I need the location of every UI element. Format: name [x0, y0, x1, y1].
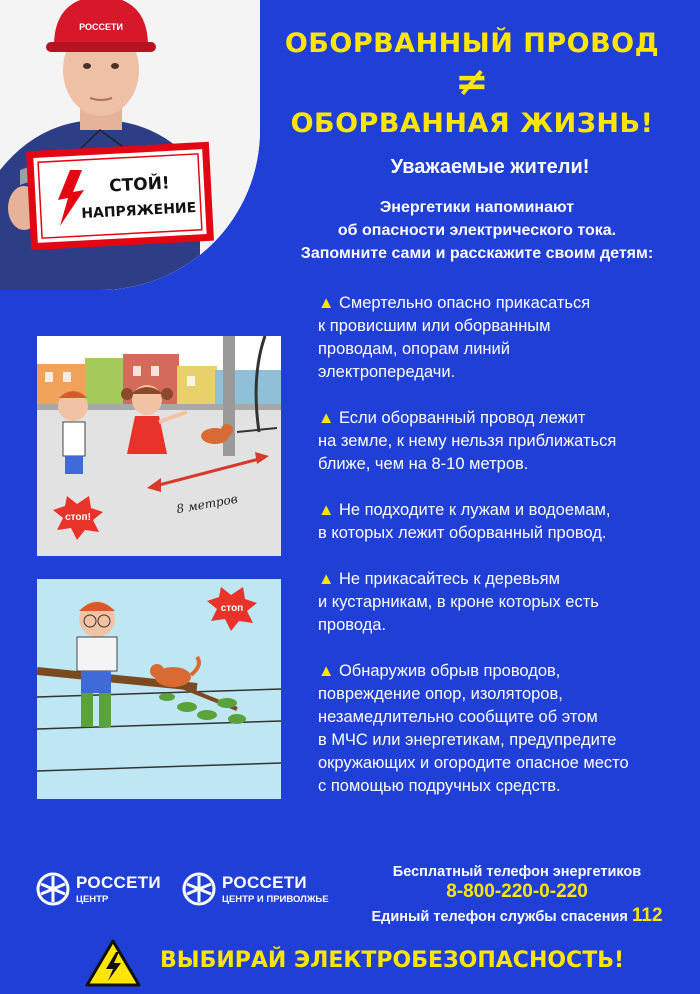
rosseti-center-logo: [36, 872, 161, 906]
rule-item: [318, 292, 690, 384]
rosseti-center-volga-logo: [182, 872, 329, 906]
greeting: Уважаемые жители!: [390, 156, 590, 178]
rule-line: Обнаружив обрыв проводов,: [338, 662, 561, 680]
helmet-logo-text: РОССЕТИ: [79, 22, 123, 32]
slogan: ВЫБИРАЙ ЭЛЕКТРОБЕЗОПАСНОСТЬ!: [160, 948, 625, 973]
distance-label: 8 метров: [175, 491, 239, 517]
headline-line2: ОБОРВАННАЯ ЖИЗНЬ!: [290, 108, 654, 139]
intro-text: [262, 196, 692, 265]
rule-item: [318, 499, 690, 545]
rule-item: [318, 660, 690, 798]
rule-line: в которых лежит оборванный провод.: [318, 524, 607, 542]
stop-label: стоп: [220, 603, 244, 614]
logo-brand: РОССЕТИ: [76, 873, 161, 892]
rule-item: [318, 568, 690, 637]
warning-triangle-icon: ▲: [318, 662, 335, 680]
rule-line: Если оборванный провод лежит: [338, 409, 586, 427]
high-voltage-icon: [84, 938, 142, 988]
rosseti-emblem-icon: [182, 872, 216, 906]
intro-line: об опасности электрического тока.: [337, 222, 617, 239]
warning-triangle-icon: ▲: [318, 570, 335, 588]
rescue-phone: [352, 905, 682, 927]
rule-line: электропередачи.: [318, 363, 456, 381]
warning-triangle-icon: ▲: [318, 294, 335, 312]
rescue-label: Единый телефон службы спасения: [371, 909, 628, 925]
rule-line: к провисшим или оборванным: [318, 317, 551, 335]
rescue-number: 112: [631, 905, 663, 926]
intro-line: Энергетики напоминают: [379, 199, 575, 216]
stop-label: стоп!: [65, 512, 91, 523]
rule-line: на земле, к нему нельзя приближаться: [318, 432, 617, 450]
child-photo: [0, 0, 260, 290]
sign-line1: СТОЙ!: [108, 173, 171, 197]
warning-sign: [30, 145, 211, 246]
contact-phones: [352, 864, 682, 927]
rosseti-emblem-icon: [36, 872, 70, 906]
rule-line: повреждение опор, изоляторов,: [318, 685, 563, 703]
rule-line: незамедлительно сообщите об этом: [318, 708, 598, 726]
rule-line: Смертельно опасно прикасаться: [338, 294, 591, 312]
not-equal-symbol: ≠: [454, 59, 489, 105]
headline-line1: ОБОРВАННЫЙ ПРОВОД: [284, 28, 660, 59]
phone-label: Бесплатный телефон энергетиков: [392, 864, 642, 880]
warning-triangle-icon: ▲: [318, 501, 335, 519]
logo-brand: РОССЕТИ: [222, 873, 307, 892]
child-with-sign-illustration: [0, 0, 260, 290]
rule-line: провода.: [318, 616, 387, 634]
rule-line: проводам, опорам линий: [318, 340, 510, 358]
sign-line2: НАПРЯЖЕНИЕ: [80, 200, 197, 223]
logo-sub: ЦЕНТР И ПРИВОЛЖЬЕ: [222, 894, 329, 905]
intro-line: Запомните сами и расскажите своим детям:: [300, 245, 654, 262]
phone-number: 8-800-220-0-220: [446, 881, 588, 902]
rule-line: в МЧС или энергетикам, предупредите: [318, 731, 617, 749]
illustration-street: [37, 336, 281, 556]
rule-line: Не прикасайтесь к деревьям: [338, 570, 560, 588]
rules-list: [318, 292, 690, 821]
logo-sub: ЦЕНТР: [76, 894, 109, 905]
rule-line: окружающих и огородите опасное место: [318, 754, 629, 772]
rule-line: ближе, чем на 8-10 метров.: [318, 455, 529, 473]
rule-item: [318, 407, 690, 476]
rule-line: Не подходите к лужам и водоемам,: [338, 501, 611, 519]
warning-triangle-icon: ▲: [318, 409, 335, 427]
rule-line: и кустарникам, в кроне которых есть: [318, 593, 599, 611]
illustration-tree: [37, 579, 281, 799]
rule-line: с помощью подручных средств.: [318, 777, 561, 795]
